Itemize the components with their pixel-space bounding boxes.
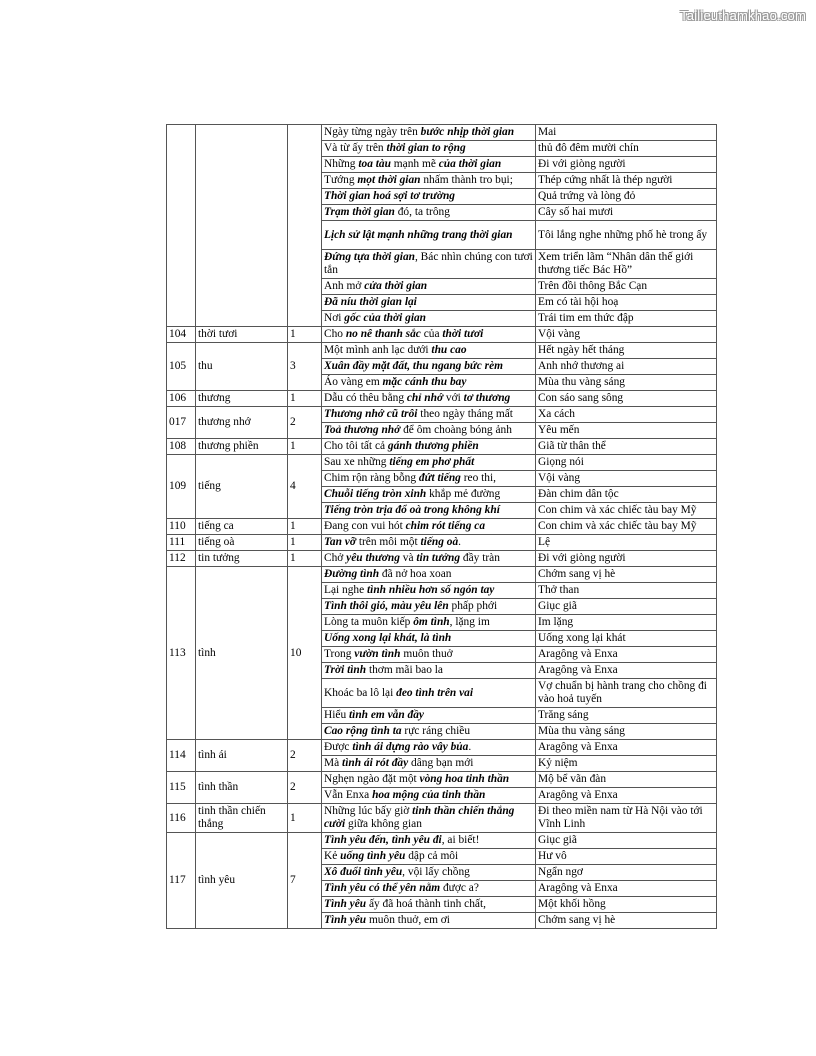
example-line <box>322 487 536 503</box>
source-poem: Một khối hồng <box>536 897 717 913</box>
source-poem: Thở than <box>536 583 717 599</box>
entry-number: 106 <box>167 391 196 407</box>
example-line <box>322 615 536 631</box>
plain-text: , ai biết! <box>441 834 480 846</box>
highlighted-phrase: hoa mộng của tinh thần <box>372 789 486 801</box>
entry-count: 2 <box>288 407 322 439</box>
highlighted-phrase: Chuỗi tiếng tròn xinh <box>324 488 427 500</box>
plain-text: đó, ta trông <box>394 206 450 218</box>
source-poem: Aragông và Enxa <box>536 788 717 804</box>
highlighted-phrase: Lịch sử lật mạnh những trang thời gian <box>324 228 513 241</box>
highlighted-phrase: vòng hoa tinh thần <box>419 773 510 785</box>
entry-word: tinh thần chiến thắng <box>196 804 288 833</box>
example-line <box>322 679 536 708</box>
plain-text: Những lúc bấy giờ <box>324 805 413 817</box>
highlighted-phrase: Đứng tựa thời gian <box>324 251 415 263</box>
entry-word: tin tưởng <box>196 551 288 567</box>
source-poem: Đi với giòng người <box>536 551 717 567</box>
highlighted-phrase: Cao rộng tình ta <box>324 725 402 737</box>
example-line <box>322 519 536 535</box>
table-row <box>167 327 717 343</box>
plain-text: . <box>458 536 462 548</box>
table-row <box>167 567 717 583</box>
highlighted-phrase: tiếng em phơ phất <box>389 456 475 468</box>
example-line <box>322 359 536 375</box>
highlighted-phrase: toa tàu <box>358 158 391 170</box>
entry-count: 1 <box>288 535 322 551</box>
entry-count <box>288 125 322 327</box>
highlighted-phrase: tiếng oà <box>420 536 459 548</box>
example-line <box>322 788 536 804</box>
highlighted-phrase: đeo tình trên vai <box>396 686 474 699</box>
source-poem: Đi theo miền nam từ Hà Nội vào tới Vĩnh Linh <box>536 804 717 833</box>
source-poem: Giục giã <box>536 833 717 849</box>
plain-text: Áo vàng em <box>324 376 383 388</box>
source-poem: Anh nhớ thương ai <box>536 359 717 375</box>
highlighted-phrase: vườn tình <box>354 648 401 660</box>
example-line <box>322 756 536 772</box>
example-line <box>322 141 536 157</box>
example-line <box>322 663 536 679</box>
source-poem: Hết ngày hết tháng <box>536 343 717 359</box>
plain-text: Tướng <box>324 174 358 186</box>
example-line <box>322 407 536 423</box>
source-poem: Quả trứng và lòng đỏ <box>536 189 717 205</box>
entry-number: 114 <box>167 740 196 772</box>
plain-text: Sau xe những <box>324 456 390 468</box>
source-poem: Aragông và Enxa <box>536 881 717 897</box>
plain-text: của <box>420 328 443 340</box>
plain-text: Trong <box>324 648 355 660</box>
plain-text: rực ráng chiều <box>401 725 471 737</box>
table-row <box>167 407 717 423</box>
example-line <box>322 125 536 141</box>
source-poem: Vội vàng <box>536 471 717 487</box>
plain-text: Khoác ba lô lại <box>324 686 397 699</box>
source-poem: Em có tài hội hoạ <box>536 295 717 311</box>
example-line <box>322 279 536 295</box>
source-poem: Mộ bể vãn đàn <box>536 772 717 788</box>
example-line <box>322 189 536 205</box>
example-line <box>322 327 536 343</box>
highlighted-phrase: tình em vẫn đầy <box>349 709 424 721</box>
source-poem: Tôi lắng nghe những phố hè trong ấy <box>536 221 717 250</box>
plain-text: Vẫn Enxa <box>324 789 373 801</box>
example-line <box>322 583 536 599</box>
entry-number <box>167 125 196 327</box>
plain-text: reo thi, <box>460 472 496 484</box>
example-line <box>322 250 536 279</box>
highlighted-phrase: Đã níu thời gian lại <box>324 296 417 308</box>
highlighted-phrase: của thời gian <box>438 158 502 170</box>
entry-count: 10 <box>288 567 322 740</box>
example-line <box>322 221 536 250</box>
source-poem: Cây số hai mươi <box>536 205 717 221</box>
example-line <box>322 455 536 471</box>
source-poem: Mùa thu vàng sáng <box>536 375 717 391</box>
table-row <box>167 740 717 756</box>
example-line <box>322 205 536 221</box>
plain-text: được a? <box>440 882 479 894</box>
example-line <box>322 631 536 647</box>
plain-text: khắp mẻ đường <box>426 488 501 500</box>
source-poem: Lệ <box>536 535 717 551</box>
table-row <box>167 439 717 455</box>
entry-number: 113 <box>167 567 196 740</box>
highlighted-phrase: Tan vỡ <box>324 536 356 548</box>
plain-text: Ngày từng ngày trên <box>324 126 421 138</box>
source-poem: Yêu mến <box>536 423 717 439</box>
source-poem: Con chim và xác chiếc tàu bay Mỹ <box>536 503 717 519</box>
example-line <box>322 503 536 519</box>
example-line <box>322 439 536 455</box>
source-poem: Trên đồi thông Bắc Cạn <box>536 279 717 295</box>
plain-text: thơm mãi bao la <box>366 664 443 676</box>
watermark: Tailieuthamkhao.com <box>680 8 806 23</box>
source-poem: Ngẩn ngơ <box>536 865 717 881</box>
plain-text: theo ngày tháng mất <box>417 408 513 420</box>
example-line <box>322 708 536 724</box>
entry-word: tình thần <box>196 772 288 804</box>
highlighted-phrase: Tình yêu <box>324 914 367 926</box>
source-poem: Hư vô <box>536 849 717 865</box>
example-line <box>322 375 536 391</box>
entry-word: thương <box>196 391 288 407</box>
plain-text: Mà <box>324 757 343 769</box>
plain-text: Anh mở <box>324 280 365 292</box>
source-poem: Trăng sáng <box>536 708 717 724</box>
example-line <box>322 772 536 788</box>
source-poem: Thép cứng nhất là thép người <box>536 173 717 189</box>
highlighted-phrase: thời tươi <box>442 328 484 340</box>
plain-text: Lòng ta muôn kiếp <box>324 616 414 628</box>
plain-text: trên môi một <box>355 536 421 548</box>
table-row <box>167 125 717 141</box>
source-poem: Con chim và xác chiếc tàu bay Mỹ <box>536 519 717 535</box>
highlighted-phrase: Tình yêu đến, tình yêu đi <box>324 834 442 846</box>
plain-text: với <box>443 392 464 404</box>
highlighted-phrase: yêu thương <box>346 552 400 564</box>
table-row <box>167 391 717 407</box>
highlighted-phrase: Tình yêu <box>324 898 367 910</box>
plain-text: dâng bạn mới <box>408 757 474 769</box>
highlighted-phrase: Trời tình <box>324 664 367 676</box>
plain-text: Được <box>324 741 353 753</box>
highlighted-phrase: Uống xong lại khát, là tình <box>324 632 452 644</box>
entry-word: thương phiền <box>196 439 288 455</box>
example-line <box>322 647 536 663</box>
table-row <box>167 772 717 788</box>
entry-count: 4 <box>288 455 322 519</box>
plain-text: Một mình anh lạc dưới <box>324 344 432 356</box>
example-line <box>322 849 536 865</box>
entry-number: 017 <box>167 407 196 439</box>
example-line <box>322 865 536 881</box>
plain-text: muôn thuở <box>400 648 453 660</box>
plain-text: Nơi <box>324 312 345 324</box>
highlighted-phrase: gốc của thời gian <box>344 312 427 324</box>
entry-count: 7 <box>288 833 322 929</box>
source-poem: Giục giã <box>536 599 717 615</box>
source-poem: Đàn chim dân tộc <box>536 487 717 503</box>
entry-word: thu <box>196 343 288 391</box>
highlighted-phrase: gánh thương phiền <box>387 440 479 452</box>
plain-text: đầy tràn <box>460 552 500 564</box>
entry-word: thương nhớ <box>196 407 288 439</box>
plain-text: Chở <box>324 552 347 564</box>
example-line <box>322 881 536 897</box>
plain-text: Nghẹn ngào đặt một <box>324 773 420 785</box>
highlighted-phrase: ôm tình <box>413 616 450 628</box>
source-poem: thủ đô đêm mười chín <box>536 141 717 157</box>
highlighted-phrase: Toả thương nhớ <box>324 424 401 436</box>
entry-number: 111 <box>167 535 196 551</box>
entry-count: 1 <box>288 551 322 567</box>
highlighted-phrase: uống tình yêu <box>340 850 406 862</box>
entry-word: tình yêu <box>196 833 288 929</box>
plain-text: dập cả môi <box>405 850 459 862</box>
plain-text: để ôm choàng bóng ảnh <box>400 424 512 436</box>
plain-text: và <box>399 552 417 564</box>
source-poem: Xem triển lãm “Nhân dân thế giới thương tiếc Bác Hồ” <box>536 250 717 279</box>
highlighted-phrase: tơ thương <box>463 392 511 404</box>
example-line <box>322 311 536 327</box>
highlighted-phrase: tinh thần chiến thắng cười <box>324 805 515 830</box>
example-line <box>322 535 536 551</box>
entry-number: 117 <box>167 833 196 929</box>
highlighted-phrase: Xuân đầy mặt đất, thu ngang bức rèm <box>324 360 503 372</box>
plain-text: Đang con vui hót <box>324 520 406 532</box>
example-line <box>322 471 536 487</box>
entry-count: 2 <box>288 772 322 804</box>
plain-text: Và từ ấy trên <box>324 142 387 154</box>
plain-text: Cho tôi tất cả <box>324 440 388 452</box>
example-line <box>322 833 536 849</box>
example-line <box>322 391 536 407</box>
plain-text: nhấm thành tro bụi; <box>420 174 513 186</box>
plain-text: , vội lấy chồng <box>402 866 470 878</box>
highlighted-phrase: thời gian to rộng <box>386 142 466 154</box>
example-line <box>322 157 536 173</box>
highlighted-phrase: mọt thời gian <box>357 174 421 186</box>
highlighted-phrase: chỉ nhớ <box>406 392 444 404</box>
example-line <box>322 804 536 833</box>
highlighted-phrase: Thương nhớ cũ trôi <box>324 408 418 420</box>
lexicon-table-body <box>167 125 717 929</box>
entry-count: 1 <box>288 327 322 343</box>
source-poem: Vợ chuẩn bị hành trang cho chồng đi vào hoả tuyến <box>536 679 717 708</box>
entry-word: tiếng ca <box>196 519 288 535</box>
plain-text: Dẫu có thêu bằng <box>324 392 407 404</box>
highlighted-phrase: chim rót tiếng ca <box>405 520 486 532</box>
source-poem: Giã từ thân thể <box>536 439 717 455</box>
example-line <box>322 295 536 311</box>
table-row <box>167 833 717 849</box>
plain-text: Lại nghe <box>324 584 368 596</box>
plain-text: muôn thuở, em ơi <box>366 914 450 926</box>
entry-word <box>196 125 288 327</box>
lexicon-table <box>166 124 717 929</box>
highlighted-phrase: tin tưởng <box>416 552 461 564</box>
plain-text: Những <box>324 158 359 170</box>
source-poem: Xa cách <box>536 407 717 423</box>
entry-number: 104 <box>167 327 196 343</box>
highlighted-phrase: cửa thời gian <box>364 280 428 292</box>
table-row <box>167 343 717 359</box>
plain-text: đã nở hoa xoan <box>379 568 452 580</box>
plain-text: , lặng im <box>449 616 490 628</box>
highlighted-phrase: bước nhịp thời gian <box>420 126 515 138</box>
plain-text: phấp phới <box>448 600 498 612</box>
entry-word: tiếng <box>196 455 288 519</box>
plain-text: Kẻ <box>324 850 341 862</box>
highlighted-phrase: tình ái dựng rào vây bủa <box>352 741 469 753</box>
example-line <box>322 567 536 583</box>
source-poem: Aragông và Enxa <box>536 663 717 679</box>
source-poem: Con sáo sang sông <box>536 391 717 407</box>
highlighted-phrase: Xô đuổi tình yêu <box>324 866 403 878</box>
highlighted-phrase: Tiếng tròn trịa đổ oà trong không khí <box>324 504 500 516</box>
source-poem: Mai <box>536 125 717 141</box>
source-poem: Đi với giòng người <box>536 157 717 173</box>
example-line <box>322 897 536 913</box>
plain-text: mạnh mẽ <box>390 158 439 170</box>
highlighted-phrase: thu cao <box>431 344 467 356</box>
example-line <box>322 173 536 189</box>
source-poem: Chớm sang vị hè <box>536 567 717 583</box>
example-line <box>322 913 536 929</box>
source-poem: Mùa thu vàng sáng <box>536 724 717 740</box>
highlighted-phrase: Tình yêu có thể yên nằm <box>324 882 441 894</box>
example-line <box>322 551 536 567</box>
source-poem: Uống xong lại khát <box>536 631 717 647</box>
highlighted-phrase: Đường tình <box>324 568 380 580</box>
example-line <box>322 740 536 756</box>
highlighted-phrase: tình ái rót đầy <box>342 757 409 769</box>
source-poem: Vội vàng <box>536 327 717 343</box>
entry-number: 110 <box>167 519 196 535</box>
plain-text: Cho <box>324 328 346 340</box>
entry-count: 3 <box>288 343 322 391</box>
table-row <box>167 535 717 551</box>
entry-count: 1 <box>288 519 322 535</box>
entry-count: 1 <box>288 804 322 833</box>
source-poem: Aragông và Enxa <box>536 740 717 756</box>
source-poem: Giọng nói <box>536 455 717 471</box>
highlighted-phrase: Tình thôi gió, màu yêu lên <box>324 600 449 612</box>
plain-text: ấy đã hoá thành tinh chất, <box>366 898 486 910</box>
source-poem: Aragông và Enxa <box>536 647 717 663</box>
entry-word: thời tươi <box>196 327 288 343</box>
highlighted-phrase: mặc cánh thu bay <box>382 376 467 388</box>
example-line <box>322 343 536 359</box>
example-line <box>322 724 536 740</box>
entry-word: tình ái <box>196 740 288 772</box>
highlighted-phrase: tình nhiều hơn số ngón tay <box>367 584 495 596</box>
example-line <box>322 423 536 439</box>
entry-number: 105 <box>167 343 196 391</box>
source-poem: Im lặng <box>536 615 717 631</box>
entry-number: 109 <box>167 455 196 519</box>
source-poem: Trái tim em thức đập <box>536 311 717 327</box>
entry-number: 108 <box>167 439 196 455</box>
entry-count: 2 <box>288 740 322 772</box>
plain-text: . <box>468 741 472 753</box>
table-row <box>167 804 717 833</box>
table-row <box>167 551 717 567</box>
highlighted-phrase: no nê thanh sắc <box>345 328 421 340</box>
highlighted-phrase: đứt tiếng <box>418 472 461 484</box>
entry-number: 115 <box>167 772 196 804</box>
entry-number: 116 <box>167 804 196 833</box>
plain-text: , Bác nhìn chúng con tươi tắn <box>324 251 533 276</box>
highlighted-phrase: Trạm thời gian <box>324 206 395 218</box>
entry-word: tình <box>196 567 288 740</box>
entry-count: 1 <box>288 391 322 407</box>
plain-text: giữa không gian <box>345 818 422 830</box>
highlighted-phrase: Thời gian hoá sợi tơ trường <box>324 190 455 202</box>
source-poem: Chớm sang vị hè <box>536 913 717 929</box>
plain-text: Hiểu <box>324 709 349 721</box>
entry-number: 112 <box>167 551 196 567</box>
entry-count: 1 <box>288 439 322 455</box>
table-row <box>167 455 717 471</box>
table-row <box>167 519 717 535</box>
plain-text: Chim rộn ràng bỗng <box>324 472 419 484</box>
entry-word: tiếng oà <box>196 535 288 551</box>
source-poem: Kỷ niệm <box>536 756 717 772</box>
example-line <box>322 599 536 615</box>
